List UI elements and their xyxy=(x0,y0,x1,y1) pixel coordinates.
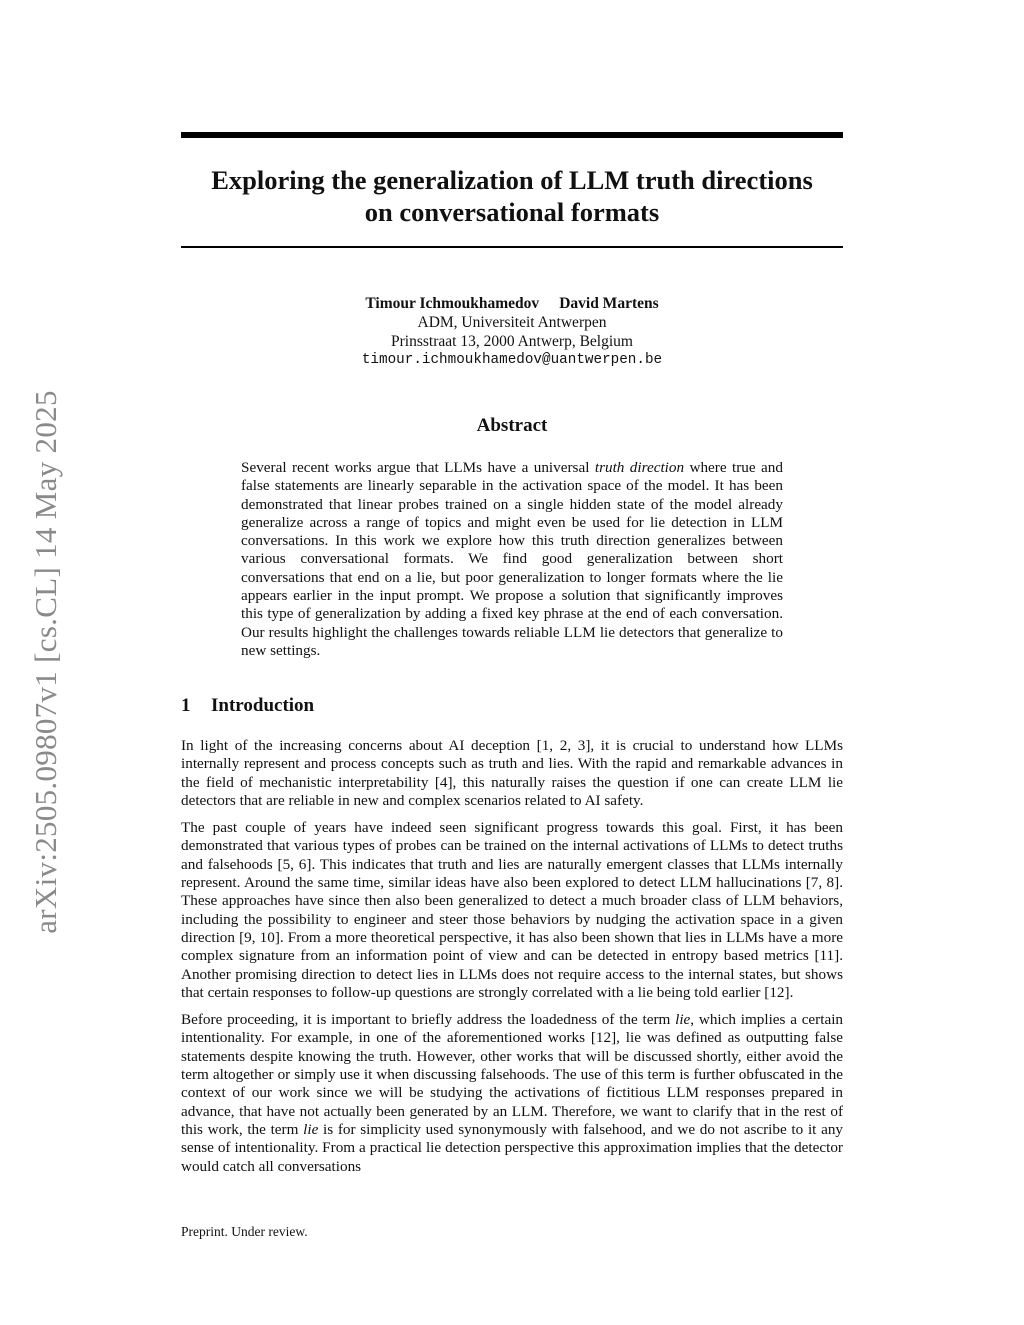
author-address: Prinsstraat 13, 2000 Antwerp, Belgium xyxy=(391,333,633,350)
abstract-emphasis: truth direction xyxy=(594,459,685,476)
author-names xyxy=(181,294,843,313)
abstract-text-part: Several recent works argue that LLMs have a universal xyxy=(241,459,595,476)
author-block xyxy=(181,294,843,370)
author-name: David Martens xyxy=(559,295,659,312)
abstract-text xyxy=(241,459,783,660)
section-heading xyxy=(181,695,314,717)
title-line-1: Exploring the generalization of LLM truth directions xyxy=(211,165,813,195)
emphasis-lie: lie xyxy=(675,1011,691,1029)
author-email: timour.ichmoukhamedov@uantwerpen.be xyxy=(361,352,663,368)
title-rule-bottom xyxy=(181,246,843,248)
section-title: Introduction xyxy=(211,695,315,716)
paper-title xyxy=(160,164,864,228)
title-line-2: on conversational formats xyxy=(364,197,660,227)
paragraph-part: is for simplicity used synonymously with falsehood, and we do not ascribe to it any sense of intentionality. From a practical lie detection perspective this approximation implies that the detector would catch all conversations xyxy=(181,1120,844,1175)
footer-note: Preprint. Under review. xyxy=(181,1224,308,1239)
paragraph: In light of the increasing concerns about AI deception [1, 2, 3], it is crucial to understand how LLMs internally represent and process concepts such as truth and lies. With the rapid and remarkable advances in the field of mechanistic interpretability [4], this naturally raises the question if one can create LLM lie detectors that are reliable in new and complex scenarios related to AI safety. xyxy=(181,737,843,809)
arxiv-identifier: arXiv:2505.09807v1 [cs.CL] 14 May 2025 xyxy=(28,390,63,934)
introduction-body xyxy=(181,737,843,1185)
section-number: 1 xyxy=(181,695,191,716)
abstract-heading: Abstract xyxy=(476,415,548,436)
title-rule-top xyxy=(181,132,843,138)
paragraph-part: , which implies a certain intentionality. For example, in one of the aforementioned works [12], lie was defined as outputting false statements despite knowing the truth. However, other works that will be discussed shortly, either avoid the term altogether or simply use it when discussing falsehoods. The use of this term is further obfuscated in the context of our work since we will be studying the activations of fictitious LLM responses prepared in advance, that have not actually been generated by an LLM. Therefore, we want to clarify that in the rest of this work, the term xyxy=(181,1011,844,1138)
abstract-text-part: where true and false statements are linearly separable in the activation space of the model. It has been demonstrated that linear probes trained on a single hidden state of the model already generalize across a range of topics and might even be used for lie detection in LLM conversations. In this work we explore how this truth direction generalizes between various conversational formats. We find good generalization between short conversations that end on a lie, but poor generalization to longer formats where the lie appears earlier in the input prompt. We propose a solution that significantly improves this type of generalization by adding a fixed key phrase at the end of each conversation. Our results highlight the challenges towards reliable LLM lie detectors that generalize to new settings. xyxy=(241,459,783,659)
paragraph-part: Before proceeding, it is important to briefly address the loadedness of the term xyxy=(181,1011,676,1029)
author-affiliation: ADM, Universiteit Antwerpen xyxy=(417,314,607,331)
paragraph xyxy=(181,1011,843,1176)
paragraph: The past couple of years have indeed seen significant progress towards this goal. First, it has been demonstrated that various types of probes can be trained on the internal activations of LLMs to detect truths and falsehoods [5, 6]. This indicates that truth and lies are naturally emergent classes that LLMs internally represent. Around the same time, similar ideas have also been explored to detect LLM hallucinations [7, 8]. These approaches have since then also been generalized to detect a much broader class of LLM behaviors, including the possibility to engineer and steer those behaviors by nudging the activation space in a given direction [9, 10]. From a more theoretical perspective, it has also been shown that lies in LLMs have a more complex signature from an information point of view and can be detected in entropy based metrics [11]. Another promising direction to detect lies in LLMs does not require access to the internal states, but shows that certain responses to follow-up questions are strongly correlated with a lie being told earlier [12]. xyxy=(181,819,843,1001)
author-name: Timour Ichmoukhamedov xyxy=(365,295,540,312)
emphasis-lie: lie xyxy=(303,1120,319,1138)
